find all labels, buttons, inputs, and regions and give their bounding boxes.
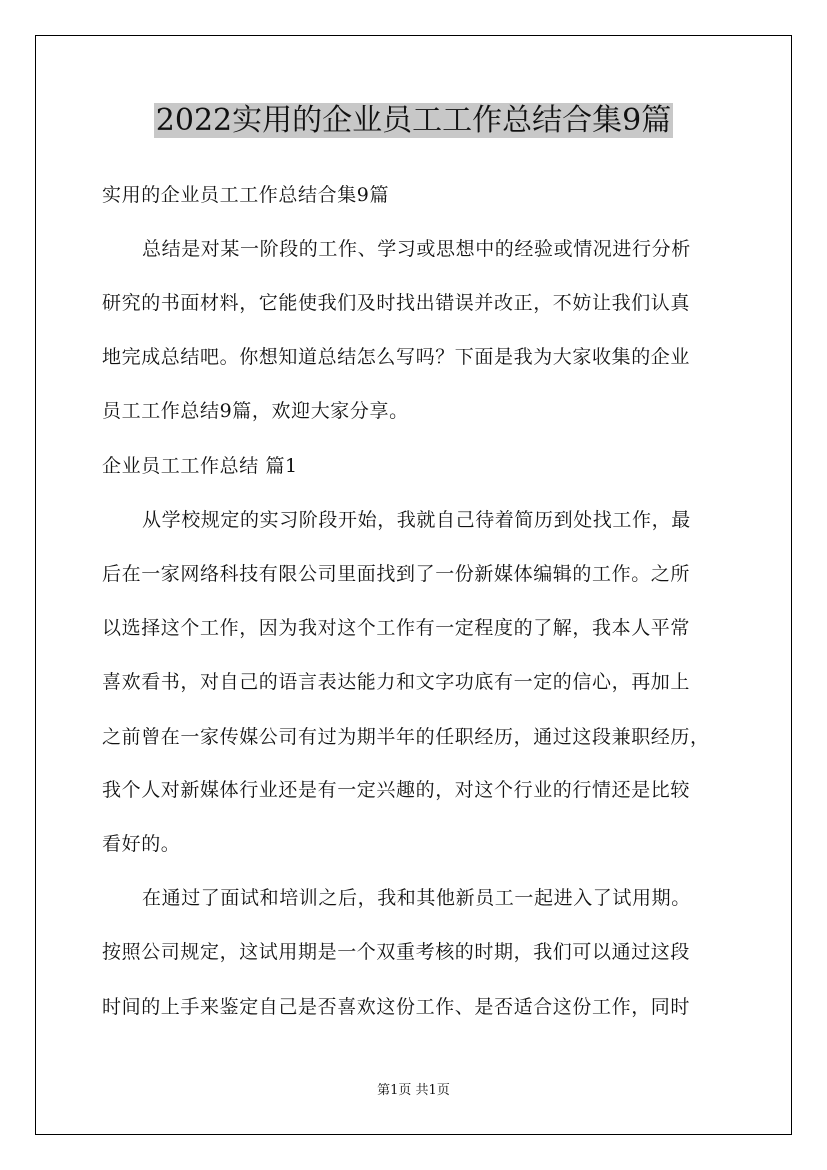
document-title-text: 2022实用的企业员工工作总结合集9篇 — [155, 103, 672, 138]
section-heading: 企业员工工作总结 篇1 — [102, 455, 298, 477]
page-footer: 第1页 共1页 — [377, 1083, 450, 1098]
intro-line: 研究的书面材料，它能使我们及时找出错误并改正，不妨让我们认真 — [102, 292, 691, 314]
paragraph-line: 之前曾在一家传媒公司有过为期半年的任职经历，通过这段兼职经历， — [102, 726, 710, 748]
intro-line: 员工工作总结9篇，欢迎大家分享。 — [102, 400, 409, 422]
paragraph-line: 看好的。 — [102, 833, 181, 855]
intro-line: 地完成总结吧。你想知道总结怎么写吗？下面是我为大家收集的企业 — [102, 346, 691, 368]
paragraph-line: 在通过了面试和培训之后，我和其他新员工一起进入了试用期。 — [142, 887, 691, 909]
document-title — [0, 98, 827, 144]
paragraph-line: 按照公司规定，这试用期是一个双重考核的时期，我们可以通过这段 — [102, 941, 691, 963]
paragraph-line: 喜欢看书，对自己的语言表达能力和文字功底有一定的信心，再加上 — [102, 671, 691, 693]
paragraph-line: 从学校规定的实习阶段开始，我就自己待着简历到处找工作，最 — [142, 509, 691, 531]
paragraph-line: 我个人对新媒体行业还是有一定兴趣的，对这个行业的行情还是比较 — [102, 779, 691, 801]
paragraph-line: 时间的上手来鉴定自己是否喜欢这份工作、是否适合这份工作，同时 — [102, 996, 691, 1018]
document-subtitle: 实用的企业员工工作总结合集9篇 — [102, 184, 390, 206]
paragraph-line: 后在一家网络科技有限公司里面找到了一份新媒体编辑的工作。之所 — [102, 563, 691, 585]
paragraph-line: 以选择这个工作，因为我对这个工作有一定程度的了解，我本人平常 — [102, 617, 691, 639]
intro-line: 总结是对某一阶段的工作、学习或思想中的经验或情况进行分析 — [142, 238, 691, 260]
